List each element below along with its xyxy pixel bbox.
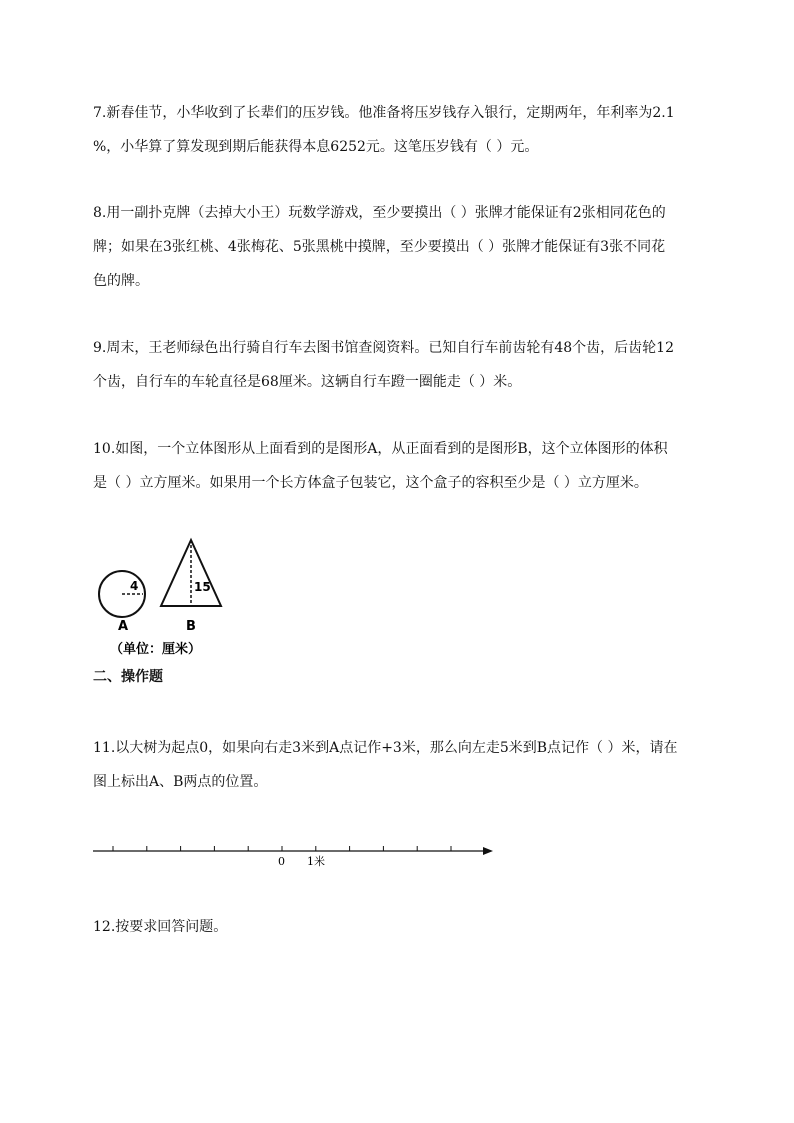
question-10-line-1: 10.如图，一个立体图形从上面看到的是图形A，从正面看到的是图形B，这个立体图形的体积 xyxy=(93,441,668,457)
number-line-ticks xyxy=(113,846,451,851)
zero-label: 0 xyxy=(278,855,285,868)
question-9 xyxy=(93,331,705,399)
question-11-line-1: 11.以大树为起点0，如果向右走3米到A点记作+3米，那么向左走5米到B点记作（ ）米，请在 xyxy=(93,740,678,756)
number-line xyxy=(85,835,505,875)
radius-label: 4 xyxy=(130,579,139,593)
number-line-arrow xyxy=(483,847,493,855)
question-10-line-2: 是（ ）立方厘米。如果用一个长方体盒子包装它，这个盒子的容积至少是（ ）立方厘米。 xyxy=(93,475,648,491)
unit-caption: （单位：厘米） xyxy=(110,642,202,657)
question-9-line-1: 9.周末，王老师绿色出行骑自行车去图书馆查阅资料。已知自行车前齿轮有48个齿，后齿轮12 xyxy=(93,340,674,356)
figure-a-label: A xyxy=(118,619,129,634)
question-8-line-2: 牌；如果在3张红桃、4张梅花、5张黑桃中摸牌，至少要摸出（ ）张牌才能保证有3张不同花 xyxy=(93,239,666,255)
question-7-line-1: 7.新春佳节，小华收到了长辈们的压岁钱。他准备将压岁钱存入银行，定期两年，年利率为2.1 xyxy=(93,105,675,121)
section-heading: 二、操作题 xyxy=(93,669,163,685)
question-12 xyxy=(93,910,705,944)
question-10 xyxy=(93,432,705,500)
question-9-line-2: 个齿，自行车的车轮直径是68厘米。这辆自行车蹬一圈能走（ ）米。 xyxy=(93,374,522,390)
question-8 xyxy=(93,196,705,298)
question-11 xyxy=(93,731,705,799)
question-7 xyxy=(93,96,705,164)
question-12-line-1: 12.按要求回答问题。 xyxy=(93,919,228,935)
question-8-line-1: 8.用一副扑克牌（去掉大小王）玩数学游戏，至少要摸出（ ）张牌才能保证有2张相同花色的 xyxy=(93,205,666,221)
unit-length-label: 1米 xyxy=(307,855,325,868)
height-label: 15 xyxy=(194,580,211,594)
question-7-line-2: %，小华算了算发现到期后能获得本息6252元。这笔压岁钱有（ ）元。 xyxy=(93,139,539,155)
figure-b-label: B xyxy=(186,619,196,634)
question-8-line-3: 色的牌。 xyxy=(93,273,149,289)
question-11-line-2: 图上标出A、B两点的位置。 xyxy=(93,774,268,790)
q10-figure xyxy=(85,528,245,663)
